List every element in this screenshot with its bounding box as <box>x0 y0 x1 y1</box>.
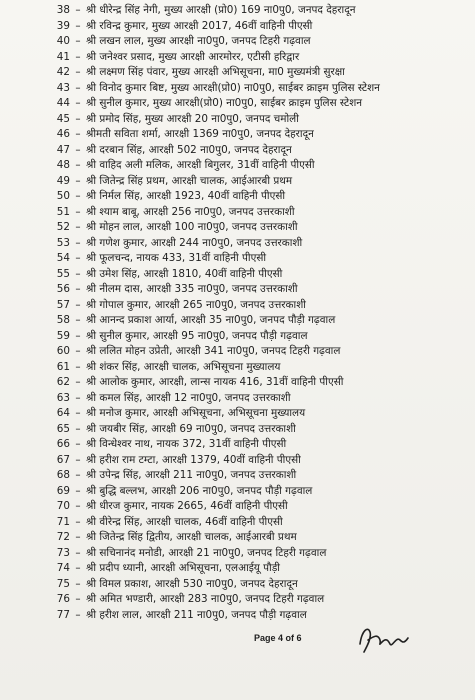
item-text: श्री फूलचन्द, नायक 433, 31वीं वाहिनी पीएसी <box>86 252 267 264</box>
item-text: श्री धीरज कुमार, नायक 2665, 46वीं वाहिनी पीएसी <box>86 500 288 512</box>
item-text: श्री सुनील कुमार, आरक्षी 95 ना0पु0, जनपद पौड़ी गढ़वाल <box>86 329 308 342</box>
item-number: 58 <box>56 314 70 326</box>
item-separator: – <box>75 407 81 419</box>
item-number: 77 <box>56 608 70 621</box>
item-separator: – <box>75 391 81 404</box>
item-number: 65 <box>56 422 70 435</box>
item-separator: – <box>75 298 81 311</box>
item-number: 47 <box>56 143 70 156</box>
item-separator: – <box>75 360 81 373</box>
page-number: Page 4 of 6 <box>254 633 302 643</box>
item-number: 72 <box>56 531 70 543</box>
item-number: 45 <box>56 112 70 125</box>
item-text: श्री हरीश राम टम्टा, आरक्षी 1379, 40वीं वाहिनी पीएसी <box>86 453 301 466</box>
item-number: 74 <box>56 562 70 574</box>
list-item <box>40 34 468 50</box>
list-item <box>40 406 468 422</box>
list-item <box>40 515 468 531</box>
item-text: श्री जनेश्वर प्रसाद, मुख्य आरक्षी आरमोरर, एटीसी हरिद्वार <box>86 50 300 63</box>
item-number: 54 <box>56 252 70 264</box>
item-number: 61 <box>56 360 70 373</box>
item-text: श्री शंकर सिंह, आरक्षी चालक, अभिसूचना मुख्यालय <box>86 360 281 373</box>
item-number: 73 <box>56 546 70 559</box>
item-text: श्री ललित मोहन उप्रेती, आरक्षी 341 ना0पु0, जनपद टिहरी गढ़वाल <box>86 345 341 357</box>
item-text: श्री जयबीर सिंह, आरक्षी 69 ना0पु0, जनपद उत्तरकाशी <box>86 422 296 435</box>
item-text: श्री रविन्द्र कुमार, मुख्य आरक्षी 2017, 46वीं वाहिनी पीएसी <box>86 19 313 32</box>
item-separator: – <box>75 267 81 280</box>
item-separator: – <box>75 608 81 621</box>
item-text: श्री कमल सिंह, आरक्षी 12 ना0पु0, जनपद उत्तरकाशी <box>86 391 291 404</box>
item-number: 62 <box>56 376 70 388</box>
item-separator: – <box>75 500 81 512</box>
item-number: 69 <box>56 484 70 497</box>
item-text: श्री जितेन्द्र सिंह प्रथम, आरक्षी चालक, आईआरबी प्रथम <box>86 174 293 187</box>
item-separator: – <box>75 190 81 202</box>
list-item <box>40 81 468 97</box>
item-separator: – <box>75 174 81 187</box>
item-separator: – <box>75 438 81 450</box>
personnel-list <box>40 3 468 623</box>
item-separator: – <box>75 236 81 249</box>
item-number: 42 <box>56 66 70 78</box>
item-separator: – <box>75 283 81 295</box>
item-separator: – <box>75 19 81 32</box>
item-text: श्री गणेश कुमार, आरक्षी 244 ना0पु0, जनपद उत्तरकाशी <box>86 236 303 249</box>
item-separator: – <box>75 205 81 218</box>
item-text: श्री सुनील कुमार, मुख्य आरक्षी(प्रो0) ना0पु0, साईबर क्राइम पुलिस स्टेशन <box>86 97 363 109</box>
item-separator: – <box>75 252 81 264</box>
item-separator: – <box>75 422 81 435</box>
item-separator: – <box>75 50 81 63</box>
item-separator: – <box>75 577 81 590</box>
item-separator: – <box>75 128 81 140</box>
item-number: 57 <box>56 298 70 311</box>
list-item <box>40 499 468 515</box>
item-number: 60 <box>56 345 70 357</box>
item-text: श्री आलोक कुमार, आरक्षी, लान्स नायक 416, 31वीं वाहिनी पीएसी <box>86 376 344 388</box>
item-separator: – <box>75 143 81 156</box>
item-number: 67 <box>56 453 70 466</box>
list-item <box>40 422 468 438</box>
item-text: श्री विन्धेश्वर नाथ, नायक 372, 31वीं वाहिनी पीएसी <box>86 438 287 450</box>
item-separator: – <box>75 159 81 171</box>
item-number: 56 <box>56 283 70 295</box>
item-text: श्री उमेश सिंह, आरक्षी 1810, 40वीं वाहिनी पीएसी <box>86 267 283 280</box>
list-item <box>40 50 468 66</box>
item-separator: – <box>75 453 81 466</box>
list-item <box>40 329 468 345</box>
list-item <box>40 391 468 407</box>
item-number: 48 <box>56 159 70 171</box>
item-text: श्री गोपाल कुमार, आरक्षी 265 ना0पु0, जनपद उत्तरकाशी <box>86 298 306 311</box>
item-text: श्री उपेन्द्र सिंह, आरक्षी 211 ना0पु0, जनपद उत्तरकाशी <box>86 469 297 481</box>
signature-mark <box>356 622 411 656</box>
item-number: 50 <box>56 190 70 202</box>
item-separator: – <box>75 546 81 559</box>
item-number: 68 <box>56 469 70 481</box>
item-number: 71 <box>56 515 70 528</box>
list-item <box>40 96 468 112</box>
item-text: श्री हरीश लाल, आरक्षी 211 ना0पु0, जनपद पौड़ी गढ़वाल <box>86 608 307 621</box>
item-number: 41 <box>56 50 70 63</box>
list-item <box>40 608 468 624</box>
list-item <box>40 561 468 577</box>
list-item <box>40 3 468 19</box>
list-item <box>40 65 468 81</box>
item-text: श्री सचिनानंद मनोडी, आरक्षी 21 ना0पु0, जनपद टिहरी गढ़वाल <box>86 546 327 559</box>
list-item <box>40 158 468 174</box>
item-number: 51 <box>56 205 70 218</box>
item-number: 39 <box>56 19 70 32</box>
item-number: 46 <box>56 128 70 140</box>
item-separator: – <box>75 484 81 497</box>
item-number: 43 <box>56 81 70 94</box>
item-text: श्री नीलम दास, आरक्षी 335 ना0पु0, जनपद उत्तरकाशी <box>86 283 298 295</box>
item-text: श्री वीरेन्द्र सिंह, आरक्षी चालक, 46वीं वाहिनी पीएसी <box>86 515 283 528</box>
item-text: श्री निर्मल सिंह, आरक्षी 1923, 40वीं वाहिनी पीएसी <box>86 190 286 202</box>
item-separator: – <box>75 515 81 528</box>
item-number: 52 <box>56 221 70 233</box>
list-item <box>40 437 468 453</box>
item-number: 59 <box>56 329 70 342</box>
list-item <box>40 282 468 298</box>
item-number: 53 <box>56 236 70 249</box>
item-text: श्री आनन्द प्रकाश आर्या, आरक्षी 35 ना0पु0, जनपद पौड़ी गढ़वाल <box>86 314 336 326</box>
item-number: 70 <box>56 500 70 512</box>
list-item <box>40 251 468 267</box>
item-number: 40 <box>56 35 70 47</box>
item-text: श्री धीरेन्द्र सिंह नेगी, मुख्य आरक्षी (प्रो0) 169 ना0पु0, जनपद देहरादून <box>86 4 356 16</box>
list-item <box>40 484 468 500</box>
item-text: श्री विमल प्रकाश, आरक्षी 530 ना0पु0, जनपद देहरादून <box>86 577 298 590</box>
item-text: श्री लक्ष्मण सिंह पंवार, मुख्य आरक्षी अभिसूचना, मा0 मुख्यमंत्री सुरक्षा <box>86 66 345 78</box>
item-number: 55 <box>56 267 70 280</box>
item-text: श्री जितेन्द्र सिंह द्वितीय, आरक्षी चालक, आईआरबी प्रथम <box>86 531 297 543</box>
list-item <box>40 236 468 252</box>
item-separator: – <box>75 112 81 125</box>
list-item <box>40 267 468 283</box>
list-item <box>40 344 468 360</box>
list-item <box>40 375 468 391</box>
item-text: श्री बुद्धि बल्लभ, आरक्षी 206 ना0पु0, जनपद पौड़ी गढ़वाल <box>86 484 313 497</box>
list-item <box>40 220 468 236</box>
list-item <box>40 205 468 221</box>
list-item <box>40 143 468 159</box>
item-number: 76 <box>56 593 70 605</box>
item-separator: – <box>75 314 81 326</box>
item-number: 38 <box>56 4 70 16</box>
list-item <box>40 546 468 562</box>
item-text: श्री प्रमोद सिंह, मुख्य आरक्षी 20 ना0पु0, जनपद चमोली <box>86 112 299 125</box>
item-text: श्री मोहन लाल, आरक्षी 100 ना0पु0, जनपद उत्तरकाशी <box>86 221 298 233</box>
list-item <box>40 453 468 469</box>
list-item <box>40 530 468 546</box>
item-separator: – <box>75 469 81 481</box>
list-item <box>40 174 468 190</box>
list-item <box>40 577 468 593</box>
item-number: 44 <box>56 97 70 109</box>
item-number: 66 <box>56 438 70 450</box>
item-separator: – <box>75 376 81 388</box>
item-separator: – <box>75 562 81 574</box>
list-item <box>40 189 468 205</box>
list-item <box>40 298 468 314</box>
item-text: श्री दरबान सिंह, आरक्षी 502 ना0पु0, जनपद देहरादून <box>86 143 292 156</box>
item-number: 63 <box>56 391 70 404</box>
item-separator: – <box>75 531 81 543</box>
item-separator: – <box>75 593 81 605</box>
item-text: श्री वाहिद अली मलिक, आरक्षी बिगुलर, 31वीं वाहिनी पीएसी <box>86 159 315 171</box>
item-separator: – <box>75 81 81 94</box>
item-text: श्री प्रदीप ध्यानी, आरक्षी अभिसूचना, एलआईयू पौड़ी <box>86 562 280 574</box>
item-separator: – <box>75 4 81 16</box>
list-item <box>40 592 468 608</box>
list-item <box>40 360 468 376</box>
item-separator: – <box>75 329 81 342</box>
item-text: श्री विनोद कुमार बिष्ट, मुख्य आरक्षी(प्रो0) ना0पु0, साईबर क्राइम पुलिस स्टेशन <box>86 81 380 94</box>
item-separator: – <box>75 345 81 357</box>
item-text: श्री अमित भण्डारी, आरक्षी 283 ना0पु0, जनपद टिहरी गढ़वाल <box>86 593 325 605</box>
list-item <box>40 127 468 143</box>
item-separator: – <box>75 221 81 233</box>
item-text: श्री श्याम बाबू, आरक्षी 256 ना0पु0, जनपद उत्तरकाशी <box>86 205 295 218</box>
list-item <box>40 468 468 484</box>
item-number: 75 <box>56 577 70 590</box>
item-text: श्रीमती सविता शर्मा, आरक्षी 1369 ना0पु0, जनपद देहरादून <box>86 128 314 140</box>
item-number: 49 <box>56 174 70 187</box>
item-separator: – <box>75 35 81 47</box>
item-separator: – <box>75 97 81 109</box>
list-item <box>40 313 468 329</box>
item-separator: – <box>75 66 81 78</box>
item-text: श्री लखन लाल, मुख्य आरक्षी ना0पु0, जनपद टिहरी गढ़वाल <box>86 35 311 47</box>
item-number: 64 <box>56 407 70 419</box>
list-item <box>40 19 468 35</box>
item-text: श्री मनोज कुमार, आरक्षी अभिसूचना, अभिसूचना मुख्यालय <box>86 407 306 419</box>
list-item <box>40 112 468 128</box>
